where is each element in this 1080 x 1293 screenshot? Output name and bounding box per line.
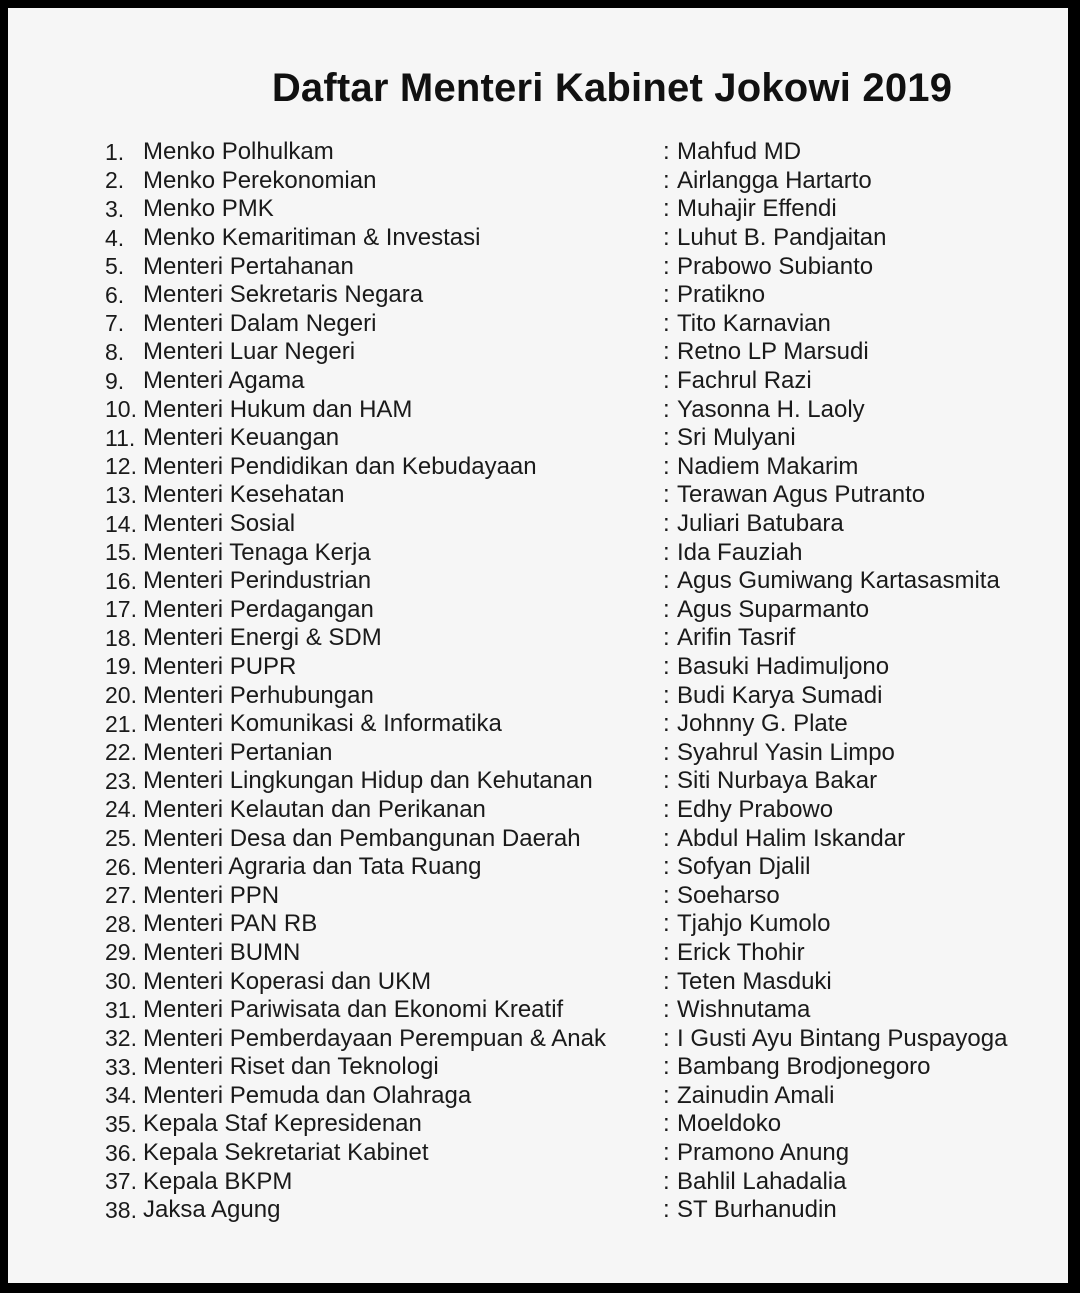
list-item: [105, 138, 1065, 167]
minister-name: Basuki Hadimuljono: [677, 652, 890, 680]
minister-position: Menteri Lingkungan Hidup dan Kehutanan: [143, 767, 593, 795]
minister-position: Kepala BKPM: [143, 1167, 293, 1195]
list-item: [105, 824, 1065, 853]
list-item: [105, 624, 1065, 653]
separator-colon: :: [663, 967, 670, 995]
minister-position: Menteri Sosial: [143, 510, 296, 538]
minister-name: Agus Gumiwang Kartasasmita: [677, 567, 1000, 595]
minister-position: Menteri Perindustrian: [143, 567, 372, 595]
item-number: 37.: [105, 1168, 137, 1195]
item-number: 13.: [105, 481, 137, 508]
minister-name: Retno LP Marsudi: [677, 338, 869, 366]
minister-position: Menteri Keuangan: [143, 424, 340, 452]
minister-position: Menko Polhulkam: [143, 138, 334, 166]
list-item: [105, 1082, 1065, 1111]
list-item: [105, 853, 1065, 882]
separator-colon: :: [663, 1110, 670, 1138]
list-item: [105, 281, 1065, 310]
separator-colon: :: [663, 538, 670, 566]
item-number: 18.: [105, 624, 137, 651]
minister-name: Bambang Brodjonegoro: [677, 1053, 931, 1081]
separator-colon: :: [663, 681, 670, 709]
minister-position: Menteri PPN: [143, 881, 280, 909]
separator-colon: :: [663, 767, 670, 795]
list-item: [105, 453, 1065, 482]
separator-colon: :: [663, 795, 670, 823]
separator-colon: :: [663, 710, 670, 738]
list-item: [105, 996, 1065, 1025]
separator-colon: :: [663, 281, 670, 309]
minister-position: Kepala Staf Kepresidenan: [143, 1110, 422, 1138]
minister-name: Pramono Anung: [677, 1139, 850, 1167]
separator-colon: :: [663, 1139, 670, 1167]
list-item: [105, 1024, 1065, 1053]
separator-colon: :: [663, 595, 670, 623]
minister-name: Edhy Prabowo: [677, 795, 834, 823]
minister-position: Menteri Pemberdayaan Perempuan & Anak: [143, 1024, 606, 1052]
minister-position: Jaksa Agung: [143, 1196, 281, 1224]
minister-position: Kepala Sekretariat Kabinet: [143, 1139, 429, 1167]
item-number: 36.: [105, 1139, 137, 1166]
minister-name: Nadiem Makarim: [677, 452, 859, 480]
list-item: [105, 939, 1065, 968]
item-number: 21.: [105, 710, 137, 737]
minister-position: Menteri Kesehatan: [143, 481, 345, 509]
list-item: [105, 738, 1065, 767]
minister-position: Menteri Komunikasi & Informatika: [143, 710, 502, 738]
item-number: 1.: [105, 138, 125, 165]
separator-colon: :: [663, 452, 670, 480]
list-item: [105, 767, 1065, 796]
item-number: 30.: [105, 968, 137, 995]
minister-name: Erick Thohir: [677, 938, 805, 966]
item-number: 6.: [105, 281, 125, 308]
separator-colon: :: [663, 824, 670, 852]
item-number: 23.: [105, 767, 137, 794]
minister-name: Zainudin Amali: [677, 1081, 835, 1109]
minister-name: Luhut B. Pandjaitan: [677, 224, 887, 252]
list-item: [105, 338, 1065, 367]
item-number: 4.: [105, 224, 125, 251]
list-item: [105, 1196, 1065, 1225]
minister-position: Menteri Koperasi dan UKM: [143, 967, 432, 995]
item-number: 29.: [105, 939, 137, 966]
separator-colon: :: [663, 224, 670, 252]
minister-name: Bahlil Lahadalia: [677, 1167, 847, 1195]
separator-colon: :: [663, 395, 670, 423]
separator-colon: :: [663, 138, 670, 166]
separator-colon: :: [663, 166, 670, 194]
list-item: [105, 252, 1065, 281]
minister-position: Menteri PAN RB: [143, 910, 318, 938]
minister-name: Mahfud MD: [677, 138, 802, 166]
minister-position: Menko PMK: [143, 195, 274, 223]
list-item: [105, 538, 1065, 567]
document-page: [8, 8, 1068, 1283]
separator-colon: :: [663, 738, 670, 766]
item-number: 3.: [105, 195, 125, 222]
minister-position: Menteri Desa dan Pembangunan Daerah: [143, 824, 581, 852]
minister-position: Menteri Luar Negeri: [143, 338, 356, 366]
minister-name: Arifin Tasrif: [677, 624, 796, 652]
list-item: [105, 881, 1065, 910]
separator-colon: :: [663, 367, 670, 395]
list-item: [105, 653, 1065, 682]
separator-colon: :: [663, 424, 670, 452]
minister-position: Menteri Pendidikan dan Kebudayaan: [143, 452, 537, 480]
minister-name: Teten Masduki: [677, 967, 832, 995]
item-number: 2.: [105, 167, 125, 194]
minister-name: ST Burhanudin: [677, 1196, 837, 1224]
item-number: 15.: [105, 539, 137, 566]
minister-position: Menteri BUMN: [143, 938, 301, 966]
list-item: [105, 1110, 1065, 1139]
page-title: Daftar Menteri Kabinet Jokowi 2019: [271, 66, 953, 110]
minister-name: I Gusti Ayu Bintang Puspayoga: [677, 1024, 1008, 1052]
minister-position: Menteri Perdagangan: [143, 595, 374, 623]
separator-colon: :: [663, 510, 670, 538]
list-item: [105, 1139, 1065, 1168]
separator-colon: :: [663, 853, 670, 881]
item-number: 10.: [105, 396, 137, 423]
minister-name: Siti Nurbaya Bakar: [677, 767, 878, 795]
minister-name: Prabowo Subianto: [677, 252, 874, 280]
item-number: 5.: [105, 253, 125, 280]
separator-colon: :: [663, 1024, 670, 1052]
list-item: [105, 796, 1065, 825]
minister-position: Menko Perekonomian: [143, 166, 377, 194]
minister-name: Budi Karya Sumadi: [677, 681, 883, 709]
list-item: [105, 567, 1065, 596]
separator-colon: :: [663, 1196, 670, 1224]
minister-position: Menteri Pertahanan: [143, 252, 354, 280]
minister-name: Airlangga Hartarto: [677, 166, 872, 194]
separator-colon: :: [663, 309, 670, 337]
item-number: 8.: [105, 338, 125, 365]
list-item: [105, 1053, 1065, 1082]
item-number: 35.: [105, 1110, 137, 1137]
list-item: [105, 481, 1065, 510]
separator-colon: :: [663, 652, 670, 680]
list-item: [105, 1167, 1065, 1196]
item-number: 22.: [105, 739, 137, 766]
separator-colon: :: [663, 567, 670, 595]
separator-colon: :: [663, 624, 670, 652]
separator-colon: :: [663, 996, 670, 1024]
item-number: 28.: [105, 910, 137, 937]
minister-name: Pratikno: [677, 281, 766, 309]
minister-name: Moeldoko: [677, 1110, 782, 1138]
list-item: [105, 910, 1065, 939]
separator-colon: :: [663, 1053, 670, 1081]
list-item: [105, 224, 1065, 253]
item-number: 34.: [105, 1082, 137, 1109]
minister-name: Sofyan Djalil: [677, 853, 811, 881]
minister-name: Wishnutama: [677, 996, 811, 1024]
separator-colon: :: [663, 881, 670, 909]
item-number: 19.: [105, 653, 137, 680]
list-item: [105, 310, 1065, 339]
list-item: [105, 424, 1065, 453]
list-item: [105, 510, 1065, 539]
minister-name: Tjahjo Kumolo: [677, 910, 831, 938]
minister-position: Menteri Kelautan dan Perikanan: [143, 795, 486, 823]
separator-colon: :: [663, 481, 670, 509]
item-number: 38.: [105, 1196, 137, 1223]
separator-colon: :: [663, 195, 670, 223]
minister-position: Menteri Agama: [143, 367, 305, 395]
minister-name: Ida Fauziah: [677, 538, 803, 566]
item-number: 20.: [105, 682, 137, 709]
item-number: 11.: [105, 424, 136, 451]
minister-list: [105, 138, 1065, 1225]
separator-colon: :: [663, 938, 670, 966]
item-number: 25.: [105, 825, 137, 852]
item-number: 16.: [105, 567, 137, 594]
list-item: [105, 167, 1065, 196]
list-item: [105, 596, 1065, 625]
item-number: 24.: [105, 796, 137, 823]
minister-name: Terawan Agus Putranto: [677, 481, 926, 509]
item-number: 9.: [105, 367, 125, 394]
separator-colon: :: [663, 1167, 670, 1195]
list-item: [105, 367, 1065, 396]
item-number: 14.: [105, 510, 137, 537]
list-item: [105, 195, 1065, 224]
separator-colon: :: [663, 338, 670, 366]
minister-position: Menteri Dalam Negeri: [143, 309, 377, 337]
item-number: 12.: [105, 453, 137, 480]
minister-position: Menteri Sekretaris Negara: [143, 281, 424, 309]
minister-name: Agus Suparmanto: [677, 595, 870, 623]
separator-colon: :: [663, 252, 670, 280]
minister-position: Menteri Energi & SDM: [143, 624, 382, 652]
minister-name: Syahrul Yasin Limpo: [677, 738, 895, 766]
list-item: [105, 681, 1065, 710]
item-number: 33.: [105, 1053, 137, 1080]
minister-position: Menteri Pertanian: [143, 738, 333, 766]
item-number: 17.: [105, 596, 137, 623]
minister-position: Menteri PUPR: [143, 652, 297, 680]
list-item: [105, 967, 1065, 996]
minister-name: Soeharso: [677, 881, 780, 909]
minister-position: Menteri Agraria dan Tata Ruang: [143, 853, 482, 881]
minister-name: Juliari Batubara: [677, 510, 844, 538]
list-item: [105, 710, 1065, 739]
item-number: 27.: [105, 882, 137, 909]
item-number: 26.: [105, 853, 137, 880]
minister-position: Menko Kemaritiman & Investasi: [143, 224, 481, 252]
minister-name: Fachrul Razi: [677, 367, 812, 395]
minister-name: Johnny G. Plate: [677, 710, 848, 738]
minister-name: Abdul Halim Iskandar: [677, 824, 906, 852]
minister-name: Muhajir Effendi: [677, 195, 837, 223]
item-number: 7.: [105, 310, 125, 337]
minister-position: Menteri Pariwisata dan Ekonomi Kreatif: [143, 996, 564, 1024]
separator-colon: :: [663, 910, 670, 938]
minister-position: Menteri Tenaga Kerja: [143, 538, 371, 566]
item-number: 32.: [105, 1025, 137, 1052]
separator-colon: :: [663, 1081, 670, 1109]
minister-name: Yasonna H. Laoly: [677, 395, 865, 423]
minister-position: Menteri Perhubungan: [143, 681, 374, 709]
item-number: 31.: [105, 996, 137, 1023]
minister-position: Menteri Hukum dan HAM: [143, 395, 413, 423]
minister-position: Menteri Riset dan Teknologi: [143, 1053, 439, 1081]
list-item: [105, 395, 1065, 424]
minister-position: Menteri Pemuda dan Olahraga: [143, 1081, 472, 1109]
minister-name: Sri Mulyani: [677, 424, 796, 452]
minister-name: Tito Karnavian: [677, 309, 831, 337]
